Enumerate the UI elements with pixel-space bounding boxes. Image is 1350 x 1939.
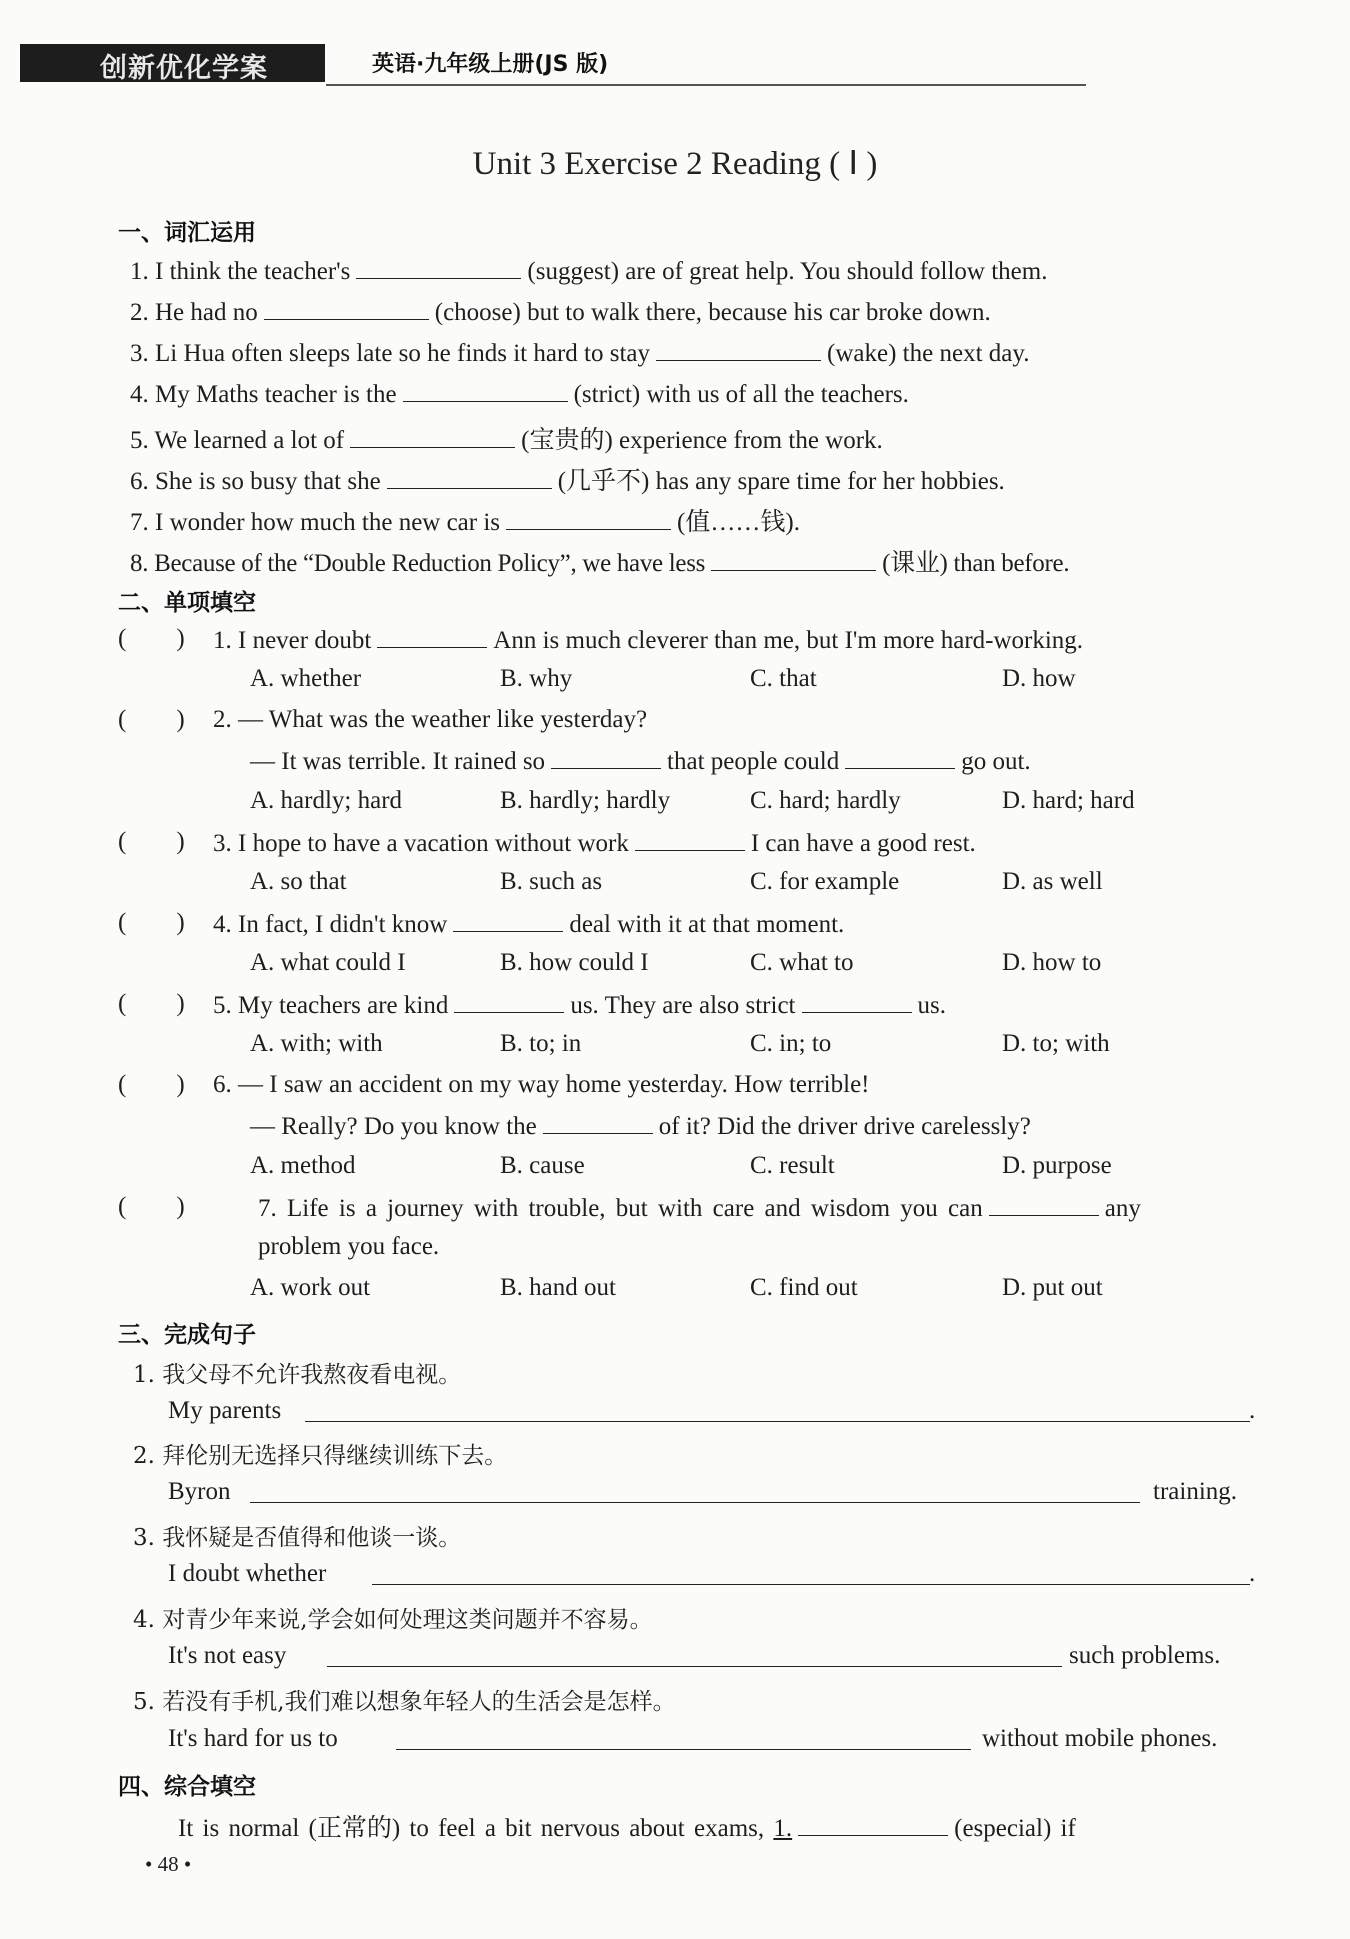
answer-blank[interactable] — [845, 746, 955, 769]
answer-blank[interactable] — [454, 990, 564, 1013]
option-c[interactable]: C. hard; hardly — [750, 787, 901, 814]
choice-question-2: 2. — What was the weather like yesterday? — [213, 706, 648, 733]
choice-question-3: 3. I hope to have a vacation without work I can have a good rest. — [213, 830, 976, 857]
vocab-item-7: 7. I wonder how much the new car is (值……钱). — [130, 509, 800, 536]
option-b[interactable]: B. hardly; hardly — [500, 787, 671, 814]
sentence-lead-3: I doubt whether — [168, 1560, 327, 1587]
header-rule — [326, 84, 1086, 86]
option-a[interactable]: A. so that — [250, 868, 347, 895]
answer-blank[interactable] — [356, 256, 521, 279]
section-heading-cloze: 四、综合填空 — [118, 1774, 256, 1800]
section-heading-vocab: 一、词汇运用 — [118, 220, 256, 246]
series-logo: 创新优化学案 — [100, 53, 268, 84]
option-b[interactable]: B. why — [500, 665, 573, 692]
option-c[interactable]: C. result — [750, 1152, 835, 1179]
answer-blank[interactable] — [798, 1813, 948, 1836]
section-heading-choice: 二、单项填空 — [118, 590, 256, 616]
choice-question-7: 7. Life is a journey with trouble, but with care and wisdom you can any — [258, 1195, 1141, 1222]
option-a[interactable]: A. what could I — [250, 949, 406, 976]
vocab-item-5: 5. We learned a lot of (宝贵的) experience from the work. — [130, 427, 883, 454]
answer-blank[interactable] — [506, 507, 671, 530]
answer-line[interactable] — [305, 1420, 1250, 1422]
book-title: 英语·九年级上册(JS 版) — [372, 52, 609, 77]
page-number: • 48 • — [145, 1852, 192, 1876]
cloze-line-1: It is normal (正常的) to feel a bit nervous about exams, 1. (especial) if — [178, 1815, 1076, 1842]
option-a[interactable]: A. hardly; hard — [250, 787, 403, 814]
option-d[interactable]: D. how — [1002, 665, 1076, 692]
option-a[interactable]: A. method — [250, 1152, 356, 1179]
vocab-item-4: 4. My Maths teacher is the (strict) with us of all the teachers. — [130, 381, 909, 408]
answer-blank[interactable] — [350, 425, 515, 448]
sentence-prompt-3: 3. 我怀疑是否值得和他谈一谈。 — [133, 1525, 462, 1551]
option-d[interactable]: D. purpose — [1002, 1152, 1112, 1179]
answer-blank[interactable] — [377, 625, 487, 648]
sentence-prompt-4: 4. 对青少年来说,学会如何处理这类问题并不容易。 — [133, 1607, 653, 1633]
choice-question-5: 5. My teachers are kind us. They are also strict us. — [213, 992, 946, 1019]
option-d[interactable]: D. to; with — [1002, 1030, 1110, 1057]
section-heading-sentences: 三、完成句子 — [118, 1322, 256, 1348]
vocab-item-6: 6. She is so busy that she (几乎不) has any spare time for her hobbies. — [130, 468, 1005, 495]
option-c[interactable]: C. for example — [750, 868, 900, 895]
answer-blank[interactable] — [387, 466, 552, 489]
option-b[interactable]: B. how could I — [500, 949, 649, 976]
option-a[interactable]: A. whether — [250, 665, 362, 692]
answer-line[interactable] — [250, 1501, 1140, 1503]
choice-question-4: 4. In fact, I didn't know deal with it at that moment. — [213, 911, 845, 938]
sentence-prompt-5: 5. 若没有手机,我们难以想象年轻人的生活会是怎样。 — [133, 1689, 676, 1715]
answer-blank[interactable] — [989, 1193, 1099, 1216]
page-title: Unit 3 Exercise 2 Reading ( Ⅰ ) — [472, 146, 878, 182]
answer-paren[interactable]: ( ) — [118, 828, 185, 855]
choice-question-2-reply: — It was terrible. It rained so that people could go out. — [250, 748, 1031, 775]
option-c[interactable]: C. that — [750, 665, 817, 692]
sentence-lead-1: My parents — [168, 1397, 282, 1424]
option-d[interactable]: D. hard; hard — [1002, 787, 1135, 814]
answer-blank[interactable] — [551, 746, 661, 769]
vocab-item-1: 1. I think the teacher's (suggest) are of great help. You should follow them. — [130, 258, 1048, 285]
sentence-tail-4: such problems. — [1069, 1642, 1221, 1669]
vocab-item-8: 8. Because of the “Double Reduction Policy”, we have less (课业) than before. — [130, 550, 1070, 577]
option-b[interactable]: B. hand out — [500, 1274, 616, 1301]
sentence-tail-5: without mobile phones. — [982, 1725, 1218, 1752]
option-c[interactable]: C. what to — [750, 949, 854, 976]
option-c[interactable]: C. find out — [750, 1274, 858, 1301]
answer-paren[interactable]: ( ) — [118, 625, 185, 652]
option-d[interactable]: D. how to — [1002, 949, 1102, 976]
answer-blank[interactable] — [711, 548, 876, 571]
option-a[interactable]: A. with; with — [250, 1030, 383, 1057]
sentence-lead-4: It's not easy — [168, 1642, 287, 1669]
option-d[interactable]: D. as well — [1002, 868, 1103, 895]
option-c[interactable]: C. in; to — [750, 1030, 832, 1057]
sentence-lead-2: Byron — [168, 1478, 231, 1505]
sentence-tail-1: . — [1249, 1397, 1256, 1424]
answer-paren[interactable]: ( ) — [118, 1071, 185, 1098]
sentence-tail-2: training. — [1153, 1478, 1238, 1505]
answer-blank[interactable] — [264, 297, 429, 320]
vocab-item-2: 2. He had no (choose) but to walk there, because his car broke down. — [130, 299, 991, 326]
answer-blank[interactable] — [543, 1111, 653, 1134]
choice-question-6-reply: — Really? Do you know the of it? Did the driver drive carelessly? — [250, 1113, 1031, 1140]
sentence-tail-3: . — [1249, 1560, 1256, 1587]
answer-blank[interactable] — [635, 828, 745, 851]
answer-paren[interactable]: ( ) — [118, 1193, 185, 1220]
answer-blank[interactable] — [403, 379, 568, 402]
answer-paren[interactable]: ( ) — [118, 909, 185, 936]
answer-blank[interactable] — [656, 338, 821, 361]
sentence-prompt-1: 1. 我父母不允许我熬夜看电视。 — [133, 1362, 462, 1388]
vocab-item-3: 3. Li Hua often sleeps late so he finds it hard to stay (wake) the next day. — [130, 340, 1030, 367]
answer-blank[interactable] — [453, 909, 563, 932]
choice-question-6: 6. — I saw an accident on my way home yesterday. How terrible! — [213, 1071, 870, 1098]
answer-blank[interactable] — [802, 990, 912, 1013]
answer-line[interactable] — [327, 1665, 1062, 1667]
sentence-prompt-2: 2. 拜伦别无选择只得继续训练下去。 — [133, 1443, 508, 1469]
choice-question-7-cont: problem you face. — [258, 1233, 440, 1260]
answer-line[interactable] — [372, 1583, 1250, 1585]
answer-paren[interactable]: ( ) — [118, 990, 185, 1017]
sentence-lead-5: It's hard for us to — [168, 1725, 338, 1752]
answer-paren[interactable]: ( ) — [118, 706, 185, 733]
option-b[interactable]: B. cause — [500, 1152, 585, 1179]
option-b[interactable]: B. such as — [500, 868, 603, 895]
option-d[interactable]: D. put out — [1002, 1274, 1103, 1301]
answer-line[interactable] — [396, 1748, 971, 1750]
option-a[interactable]: A. work out — [250, 1274, 371, 1301]
choice-question-1: 1. I never doubt Ann is much cleverer than me, but I'm more hard-working. — [213, 627, 1084, 654]
option-b[interactable]: B. to; in — [500, 1030, 582, 1057]
